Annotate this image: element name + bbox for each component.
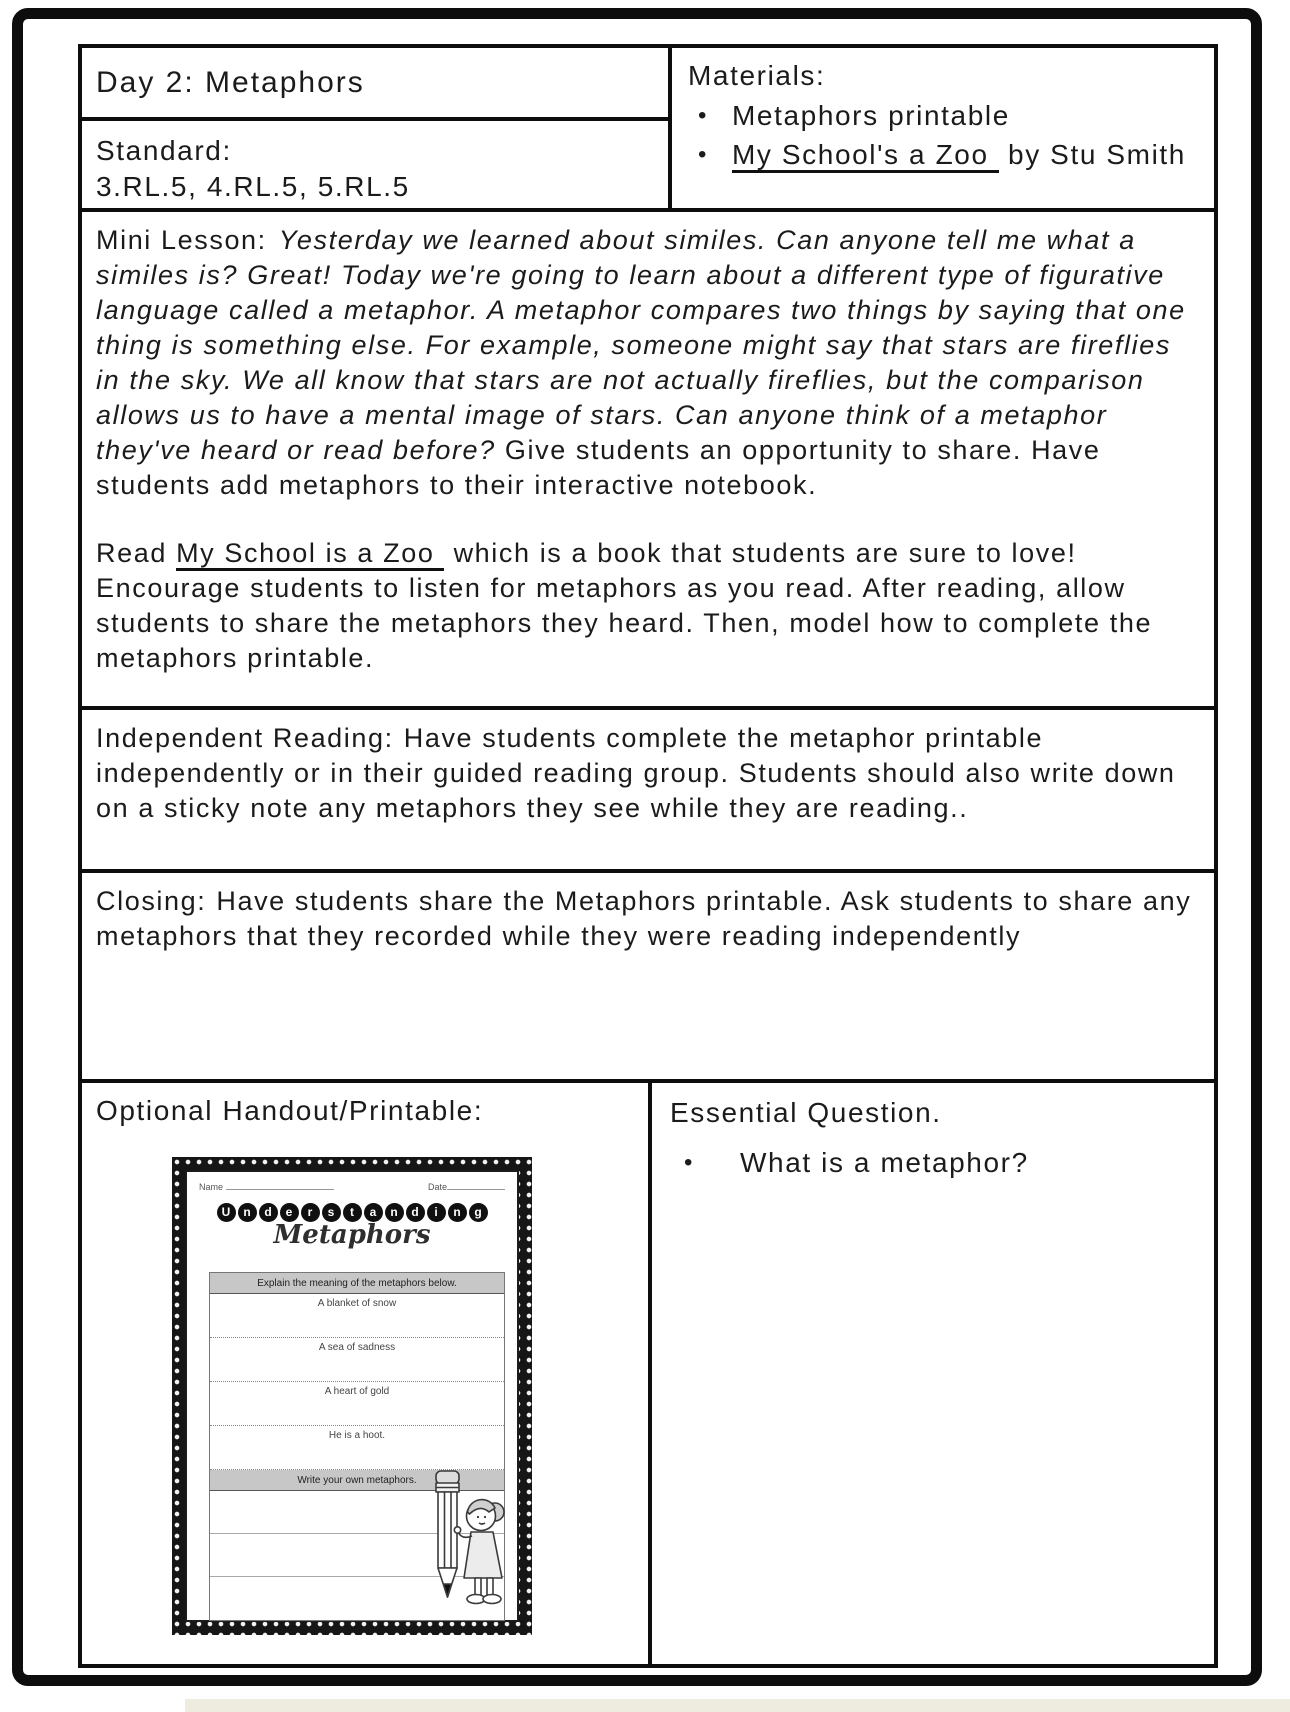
day-title-cell [82, 48, 668, 121]
materials-list [688, 98, 1200, 173]
worksheet-table-header: Explain the meaning of the metaphors below. [210, 1273, 504, 1294]
worksheet-title-script: Metaphors [273, 1220, 431, 1250]
essential-question-label: Essential Question. [670, 1097, 942, 1128]
worksheet-write-own-bar: Write your own metaphors. [210, 1470, 504, 1491]
bubble-letter: a [364, 1203, 383, 1222]
book-title-underlined: My School's a Zoo [732, 139, 999, 173]
name-blank-line [226, 1180, 334, 1190]
bubble-letter: g [469, 1203, 488, 1222]
materials-item [688, 98, 1200, 134]
day-title: Day 2: Metaphors [96, 66, 365, 99]
bullet-dot: • [698, 102, 709, 129]
worksheet-prompt-row [210, 1294, 504, 1338]
independent-reading-label: Independent Reading: [96, 723, 394, 753]
bubble-letter: n [238, 1203, 257, 1222]
worksheet-prompt-row [210, 1426, 504, 1470]
bubble-letter: i [427, 1203, 446, 1222]
worksheet-prompt-row [210, 1382, 504, 1426]
bottom-row [82, 1083, 1214, 1664]
mini-lesson-directions: Give students an opportunity to share. Have students add metaphors to their interactive notebook. [96, 435, 1101, 500]
bubble-letter: s [322, 1203, 341, 1222]
independent-reading-cell [82, 710, 1214, 873]
mini-lesson-label: Mini Lesson: [96, 225, 267, 255]
date-blank-line [447, 1180, 505, 1190]
essential-question-item [670, 1145, 1198, 1181]
prompt-text: A blanket of snow [317, 1298, 397, 1309]
bubble-letter: n [385, 1203, 404, 1222]
bubble-letter: t [343, 1203, 362, 1222]
materials-item-text [732, 137, 1186, 173]
worksheet-date-label: Date [427, 1182, 447, 1192]
prompt-text: A sea of sadness [318, 1342, 396, 1353]
prompt-text: A heart of gold [324, 1386, 390, 1397]
book-author: by Stu Smith [998, 139, 1186, 170]
worksheet-title-bubbles [199, 1197, 505, 1222]
essential-question-text: What is a metaphor? [740, 1147, 1029, 1178]
worksheet-name-field [199, 1180, 334, 1192]
optional-handout-label: Optional Handout/Printable: [96, 1095, 484, 1126]
prompt-text: He is a hoot. [328, 1430, 386, 1441]
read-prefix: Read [96, 538, 177, 568]
top-row [82, 48, 1214, 212]
bubble-letter: e [280, 1203, 299, 1222]
standard-codes: 3.RL.5, 4.RL.5, 5.RL.5 [96, 171, 410, 202]
bubble-letter: U [217, 1203, 236, 1222]
worksheet-prompt-row [210, 1338, 504, 1382]
closing-label: Closing: [96, 886, 207, 916]
top-left-column [82, 48, 672, 208]
lesson-plan-table [78, 44, 1218, 1668]
page-edge-shadow [185, 1699, 1290, 1712]
book-title-underlined: My School is a Zoo [176, 538, 444, 571]
mini-lesson-script: Yesterday we learned about similes. Can anyone tell me what a similes is? Great! Today we're going to learn about a different type of figurative language called a metaphor. A metaphor compares two things by saying that one thing is something else. For example, someone might say that stars are fireflies in the sky. We all know that stars are not actually fireflies, but the comparison allows us to have a mental image of stars. Can anyone think of a metaphor they've heard or read before? [96, 225, 1186, 465]
worksheet-inner [185, 1170, 519, 1622]
closing-paragraph [96, 884, 1196, 954]
bubble-letter: r [301, 1203, 320, 1222]
standard-cell [82, 121, 668, 208]
materials-cell [672, 48, 1214, 208]
optional-handout-cell [82, 1083, 652, 1664]
mini-lesson-read-aloud-paragraph [96, 536, 1196, 676]
worksheet-name-label: Name [199, 1182, 224, 1192]
pencil-kid-clipart [423, 1466, 509, 1616]
standard-label: Standard: [96, 135, 232, 166]
worksheet-name-date-row [199, 1180, 505, 1192]
read-suffix: which is a book that students are sure to love! Encourage students to listen for metaphors as you read. After reading, allow students to share the metaphors they heard. Then, model how to complete the metaphors printable. [96, 538, 1153, 673]
bubble-letter: d [406, 1203, 425, 1222]
bubble-letter: n [448, 1203, 467, 1222]
metaphors-worksheet-thumbnail [172, 1157, 532, 1635]
mini-lesson-cell [82, 212, 1214, 710]
independent-reading-paragraph [96, 721, 1196, 826]
worksheet-date-field [428, 1180, 505, 1192]
independent-reading-text: Have students complete the metaphor printable independently or in their guided reading group. Students should also write down on a sticky note any metaphors they see while they are reading.. [96, 723, 1176, 823]
essential-question-cell [652, 1083, 1214, 1664]
bubble-letter: d [259, 1203, 278, 1222]
closing-cell [82, 873, 1214, 1083]
bullet-dot: • [684, 1149, 695, 1176]
materials-label: Materials: [688, 60, 826, 91]
materials-item-text: Metaphors printable [732, 100, 1010, 131]
mini-lesson-paragraph [96, 223, 1196, 503]
bullet-dot: • [698, 141, 709, 168]
closing-text: Have students share the Metaphors printable. Ask students to share any metaphors that they recorded while they were reading independently [96, 886, 1192, 951]
materials-item [688, 137, 1200, 173]
